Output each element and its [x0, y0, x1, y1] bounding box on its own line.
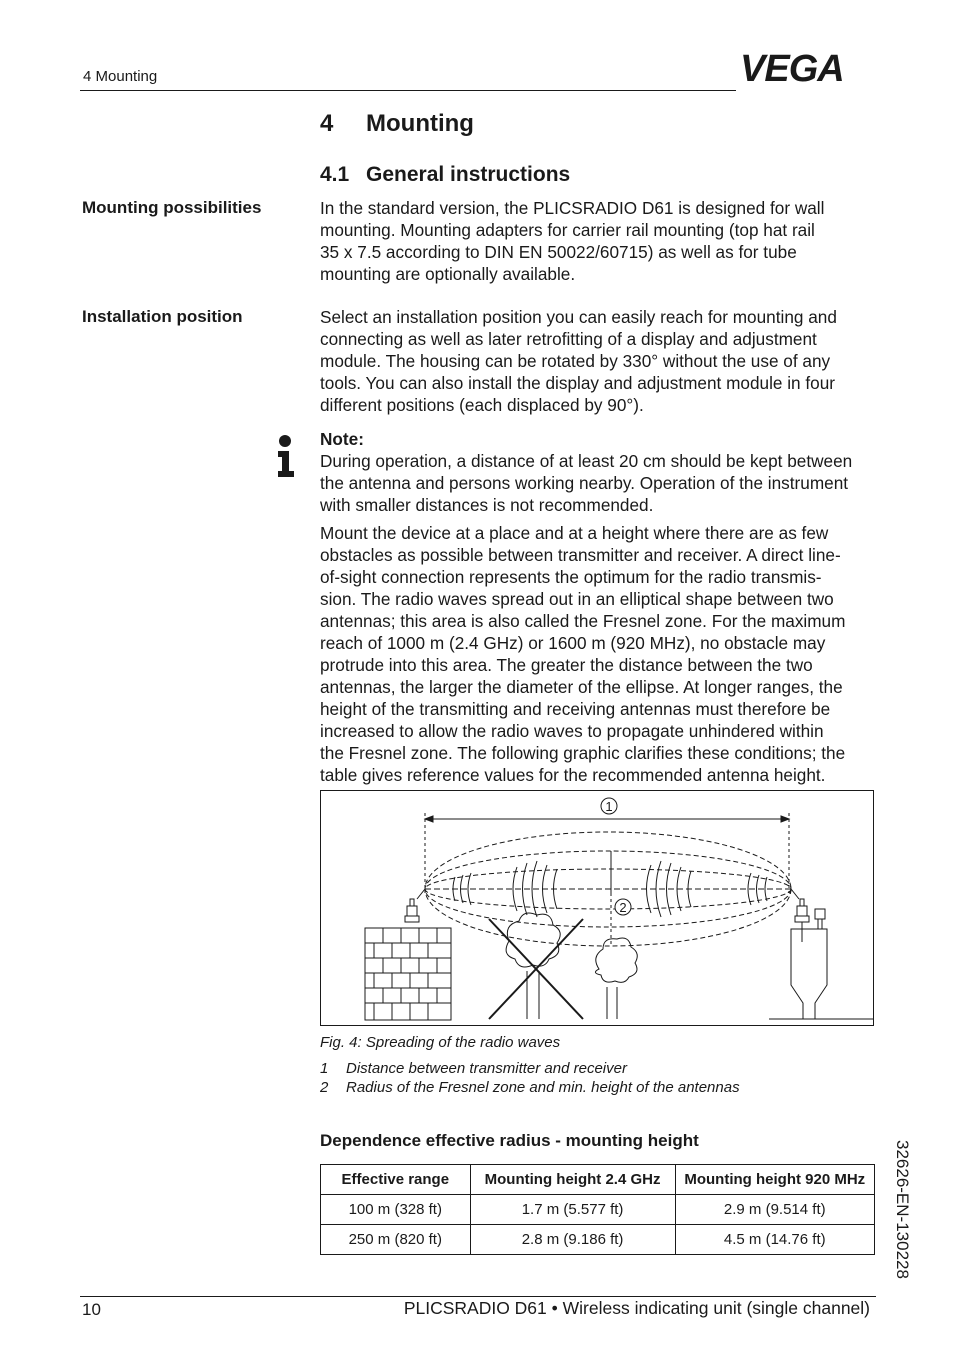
- transmitter-antenna: [405, 899, 419, 922]
- table-title: Dependence effective radius - mounting height: [320, 1131, 699, 1150]
- text-line: with smaller distances is not recommended.: [320, 495, 654, 515]
- column-header: Effective range: [321, 1165, 471, 1195]
- info-icon: [276, 434, 296, 478]
- header-rule: [80, 90, 736, 91]
- fresnel-figure: [320, 790, 874, 1026]
- column-header: Mounting height 920 MHz: [675, 1165, 874, 1195]
- table-row: [321, 1225, 875, 1255]
- receiver-antenna: [795, 899, 809, 922]
- legend-text: Radius of the Fresnel zone and min. height of the antennas: [346, 1079, 740, 1096]
- text-line: Select an installation position you can easily reach for mounting and: [320, 307, 837, 327]
- footer-rule: [80, 1296, 876, 1297]
- text-line: antennas; this area is also called the Fresnel zone. For the maximum: [320, 611, 846, 631]
- figure-legend-item: [320, 1079, 740, 1096]
- note-title: Note:: [320, 429, 364, 449]
- installation-position-text: [320, 306, 880, 416]
- chapter-title: [320, 110, 474, 138]
- mounting-possibilities-text: [320, 197, 880, 285]
- text-line: protrude into this area. The greater the distance between the two: [320, 655, 813, 675]
- obstacle-tree: [506, 913, 560, 967]
- text-line: During operation, a distance of at least 20 cm should be kept between: [320, 451, 853, 471]
- table-cell: 4.5 m (14.76 ft): [675, 1225, 874, 1255]
- text-line: mounting are optionally available.: [320, 264, 576, 284]
- table-cell: 2.8 m (9.186 ft): [470, 1225, 675, 1255]
- silo-tank: [791, 929, 827, 1019]
- table-row: [321, 1195, 875, 1225]
- chapter-title-text: Mounting: [366, 110, 474, 137]
- page-number: 10: [82, 1300, 101, 1319]
- text-line: Mount the device at a place and at a height where there are as few: [320, 523, 829, 543]
- document-code: 32626-EN-130228: [893, 1140, 912, 1279]
- installation-position-label: Installation position: [82, 307, 243, 326]
- vega-logo-text: VEGA: [740, 52, 844, 84]
- text-line: height of the transmitting and receiving antennas must therefore be: [320, 699, 831, 719]
- figure-caption: Fig. 4: Spreading of the radio waves: [320, 1034, 561, 1051]
- text-line: the Fresnel zone. The following graphic clarifies these conditions; the: [320, 743, 846, 763]
- note-text: [320, 428, 880, 516]
- text-line: mounting. Mounting adapters for carrier rail mounting (top hat rail: [320, 220, 815, 240]
- fresnel-paragraph: [320, 522, 880, 786]
- text-line: of-sight connection represents the optimum for the radio transmis-: [320, 567, 822, 587]
- clear-tree: [595, 938, 637, 982]
- table-header-row: [321, 1165, 875, 1195]
- legend-text: Distance between transmitter and receiver: [346, 1060, 627, 1077]
- fresnel-diagram: [321, 791, 873, 1025]
- text-line: the antenna and persons working nearby. Operation of the instrument: [320, 473, 849, 493]
- chapter-number: 4: [320, 110, 334, 137]
- legend-number: 2: [320, 1079, 329, 1096]
- text-line: table gives reference values for the recommended antenna height.: [320, 765, 826, 785]
- vega-logo: [740, 52, 874, 84]
- table-cell: 250 m (820 ft): [321, 1225, 471, 1255]
- text-line: sion. The radio waves spread out in an elliptical shape between two: [320, 589, 834, 609]
- text-line: In the standard version, the PLICSRADIO D61 is designed for wall: [320, 198, 825, 218]
- section-title-text: General instructions: [366, 163, 571, 186]
- column-header: Mounting height 2.4 GHz: [470, 1165, 675, 1195]
- table-cell: 100 m (328 ft): [321, 1195, 471, 1225]
- figure-legend-item: [320, 1060, 627, 1077]
- text-line: different positions (each displaced by 90°).: [320, 395, 644, 415]
- marker-2-label: 2: [619, 900, 627, 915]
- legend-number: 1: [320, 1060, 329, 1077]
- section-title: [320, 163, 570, 187]
- table-cell: 2.9 m (9.514 ft): [675, 1195, 874, 1225]
- footer-title: PLICSRADIO D61 • Wireless indicating unit (single channel): [403, 1298, 870, 1318]
- text-line: module. The housing can be rotated by 330° without the use of any: [320, 351, 831, 371]
- text-line: increased to allow the radio waves to propagate unhindered within: [320, 721, 824, 741]
- running-header: 4 Mounting: [83, 68, 158, 85]
- brick-wall: [365, 928, 451, 1020]
- text-line: antennas, the larger the diameter of the ellipse. At longer ranges, the: [320, 677, 843, 697]
- mounting-height-table: [320, 1164, 875, 1255]
- text-line: 35 x 7.5 according to DIN EN 50022/60715) as well as for tube: [320, 242, 797, 262]
- text-line: obstacles as possible between transmitter and receiver. A direct line-: [320, 545, 841, 565]
- section-number: 4.1: [320, 163, 350, 186]
- mounting-possibilities-label: Mounting possibilities: [82, 198, 262, 217]
- text-line: connecting as well as later retrofitting of a display and adjustment: [320, 329, 817, 349]
- marker-1-label: 1: [605, 799, 613, 814]
- table-cell: 1.7 m (5.577 ft): [470, 1195, 675, 1225]
- text-line: tools. You can also install the display and adjustment module in four: [320, 373, 835, 393]
- text-line: reach of 1000 m (2.4 GHz) or 1600 m (920 MHz), no obstacle may: [320, 633, 826, 653]
